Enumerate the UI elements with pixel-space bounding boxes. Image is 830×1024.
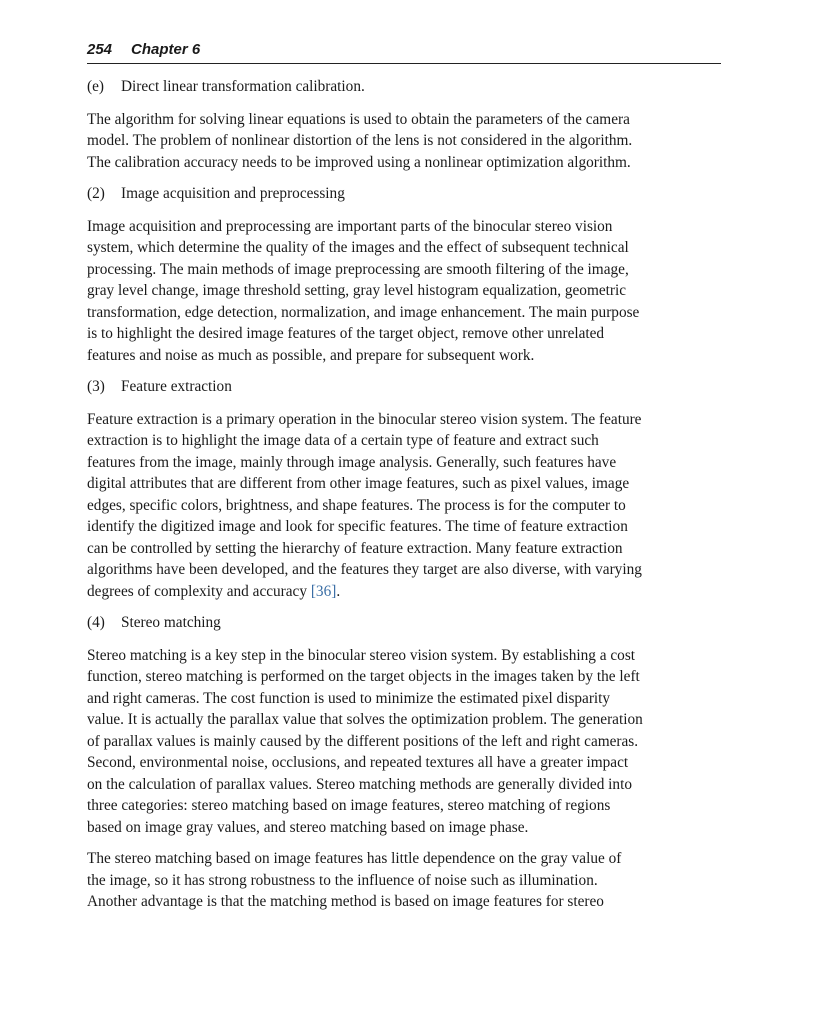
text-line: The calibration accuracy needs to be improved using a nonlinear optimization algorithm.: [87, 153, 631, 171]
text-line: Image acquisition and preprocessing are important parts of the binocular stereo vision: [87, 217, 613, 235]
text-line: based on image gray values, and stereo matching based on image phase.: [87, 818, 529, 836]
section-heading-2: [87, 183, 721, 205]
text-line: identify the digitized image and look for specific features. The time of feature extraction: [87, 518, 628, 535]
text-line: extraction is to highlight the image data of a certain type of feature and extract such: [87, 432, 599, 449]
paragraph-dlt: [87, 109, 721, 174]
text-line: features and noise as much as possible, and prepare for subsequent work.: [87, 346, 535, 364]
text-line: The stereo matching based on image features has little dependence on the gray value of: [87, 850, 622, 867]
text-line: value. It is actually the parallax value that solves the optimization problem. The generation: [87, 711, 643, 728]
heading-number: (4): [87, 614, 105, 631]
text-line: can be controlled by setting the hierarchy of feature extraction. Many feature extraction: [87, 539, 623, 557]
heading-title: Image acquisition and preprocessing: [121, 185, 345, 202]
text-line: model. The problem of nonlinear distortion of the lens is not considered in the algorithm.: [87, 132, 633, 149]
text-line: features from the image, mainly through image analysis. Generally, such features have: [87, 453, 617, 471]
text-line: transformation, edge detection, normalization, and image enhancement. The main purpose: [87, 303, 640, 321]
section-heading-e: [87, 76, 721, 98]
text-line: of parallax values is mainly caused by the different positions of the left and right cameras.: [87, 732, 639, 750]
heading-title: Feature extraction: [121, 378, 232, 395]
section-heading-4: [87, 612, 721, 634]
text-line: the image, so it has strong robustness to the influence of noise such as illumination.: [87, 871, 598, 889]
text-line: is to highlight the desired image features of the target object, remove other unrelated: [87, 325, 605, 342]
text-line: algorithms have been developed, and the features they target are also diverse, with varying: [87, 561, 642, 578]
heading-title: Stereo matching: [121, 614, 221, 631]
chapter-label: Chapter 6: [131, 41, 201, 58]
heading-number: (2): [87, 185, 105, 202]
text-line: system, which determine the quality of the images and the effect of subsequent technical: [87, 239, 629, 256]
page-body: [87, 76, 721, 923]
text-line: and right cameras. The cost function is used to minimize the estimated pixel disparity: [87, 689, 611, 707]
section-heading-3: [87, 376, 721, 398]
text-line-end: .: [336, 582, 341, 600]
text-line: edges, specific colors, brightness, and shape features. The process is for the computer to: [87, 496, 626, 514]
paragraph-image-acquisition: [87, 216, 721, 367]
running-header: [87, 38, 721, 64]
text-line: Second, environmental noise, occlusions, and repeated textures all have a greater impact: [87, 754, 629, 771]
text-line: Another advantage is that the matching method is based on image features for stereo: [87, 893, 604, 910]
text-line: on the calculation of parallax values. Stereo matching methods are generally divided into: [87, 775, 632, 793]
text-line: digital attributes that are different from other image features, such as pixel values, image: [87, 475, 630, 492]
text-line: Stereo matching is a key step in the binocular stereo vision system. By establishing a cost: [87, 646, 636, 664]
heading-number: (e): [87, 78, 104, 95]
paragraph-feature-based-matching: [87, 848, 721, 913]
citation-link[interactable]: [36]: [310, 582, 337, 600]
text-line: function, stereo matching is performed on the target objects in the images taken by the left: [87, 668, 640, 685]
text-line: gray level change, image threshold setting, gray level histogram equalization, geometric: [87, 282, 627, 299]
heading-number: (3): [87, 378, 105, 395]
text-line: three categories: stereo matching based on image features, stereo matching of regions: [87, 797, 611, 814]
text-line: Feature extraction is a primary operation in the binocular stereo vision system. The feature: [87, 410, 642, 428]
text-line: The algorithm for solving linear equations is used to obtain the parameters of the camera: [87, 110, 630, 128]
page-number: 254: [87, 41, 113, 58]
text-line: processing. The main methods of image preprocessing are smooth filtering of the image,: [87, 260, 629, 278]
paragraph-feature-extraction: [87, 409, 721, 603]
text-line: degrees of complexity and accuracy: [87, 582, 311, 600]
heading-title: Direct linear transformation calibration.: [121, 78, 365, 95]
paragraph-stereo-matching: [87, 645, 721, 839]
